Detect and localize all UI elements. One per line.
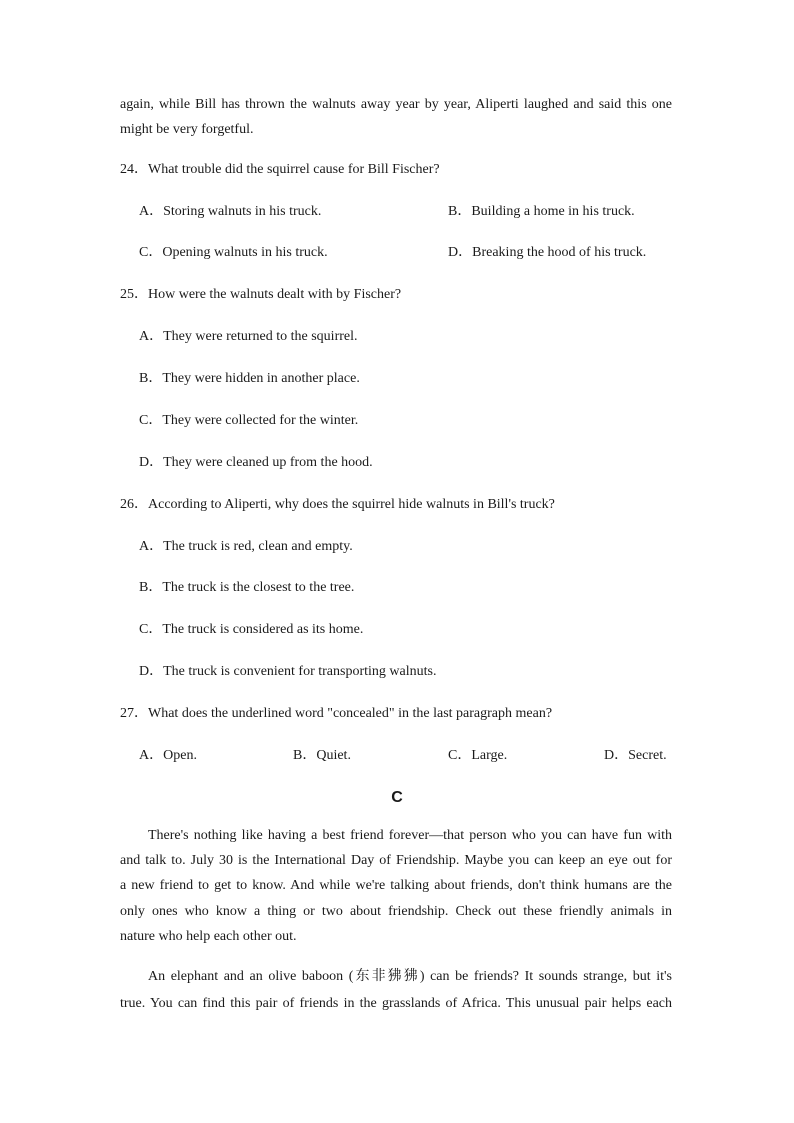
question-25: 25．How were the walnuts dealt with by Fischer?: [120, 287, 402, 302]
passage-line: nature who help each other out.: [120, 929, 297, 944]
question-text: What trouble did the squirrel cause for Bill Fischer?: [148, 162, 440, 177]
question-text: How were the walnuts dealt with by Fischer?: [148, 287, 402, 302]
passage-line: only ones who know a thing or two about friendship. Check out these friendly animals in: [120, 904, 672, 919]
option-25-a[interactable]: A．They were returned to the squirrel.: [139, 329, 358, 344]
question-number: 27: [120, 706, 134, 721]
question-26: 26．According to Aliperti, why does the squirrel hide walnuts in Bill's truck?: [120, 497, 555, 512]
passage-line: There's nothing like having a best friend forever—that person who you can have fun with: [148, 828, 672, 843]
option-25-c[interactable]: C．They were collected for the winter.: [139, 413, 359, 428]
question-number: 25: [120, 287, 134, 302]
option-27-c[interactable]: C．Large.: [448, 748, 508, 763]
passage-line: and talk to. July 30 is the International Day of Friendship. Maybe you can keep an eye out for: [120, 853, 672, 868]
question-number: 24: [120, 162, 134, 177]
passage-line: again, while Bill has thrown the walnuts away year by year, Aliperti laughed and said this one: [120, 97, 672, 112]
option-24-b[interactable]: B．Building a home in his truck.: [448, 204, 635, 219]
option-26-c[interactable]: C．The truck is considered as its home.: [139, 622, 364, 637]
question-number: 26: [120, 497, 134, 512]
option-26-a[interactable]: A．The truck is red, clean and empty.: [139, 539, 353, 554]
option-27-a[interactable]: A．Open.: [139, 748, 197, 763]
option-24-a[interactable]: A．Storing walnuts in his truck.: [139, 204, 322, 219]
passage-line: An elephant and an olive baboon (东非狒狒) can be friends? It sounds strange, but it's: [148, 969, 672, 984]
option-27-b[interactable]: B．Quiet.: [293, 748, 351, 763]
option-24-c[interactable]: C．Opening walnuts in his truck.: [139, 245, 328, 260]
question-24: 24．What trouble did the squirrel cause for Bill Fischer?: [120, 162, 440, 177]
option-27-d[interactable]: D．Secret.: [604, 748, 667, 763]
option-24-d[interactable]: D．Breaking the hood of his truck.: [448, 245, 647, 260]
section-heading: C: [391, 789, 403, 806]
option-26-d[interactable]: D．The truck is convenient for transporting walnuts.: [139, 664, 437, 679]
question-text: What does the underlined word "concealed" in the last paragraph mean?: [148, 706, 553, 721]
passage-line: a new friend to get to know. And while we're talking about friends, don't think humans are the: [120, 878, 672, 893]
passage-line: true. You can find this pair of friends in the grasslands of Africa. This unusual pair helps each: [120, 996, 672, 1011]
passage-line: might be very forgetful.: [120, 122, 254, 137]
question-text: According to Aliperti, why does the squirrel hide walnuts in Bill's truck?: [148, 497, 555, 512]
question-27: 27．What does the underlined word "concealed" in the last paragraph mean?: [120, 706, 553, 721]
option-26-b[interactable]: B．The truck is the closest to the tree.: [139, 580, 355, 595]
option-25-d[interactable]: D．They were cleaned up from the hood.: [139, 455, 373, 470]
option-25-b[interactable]: B．They were hidden in another place.: [139, 371, 360, 386]
